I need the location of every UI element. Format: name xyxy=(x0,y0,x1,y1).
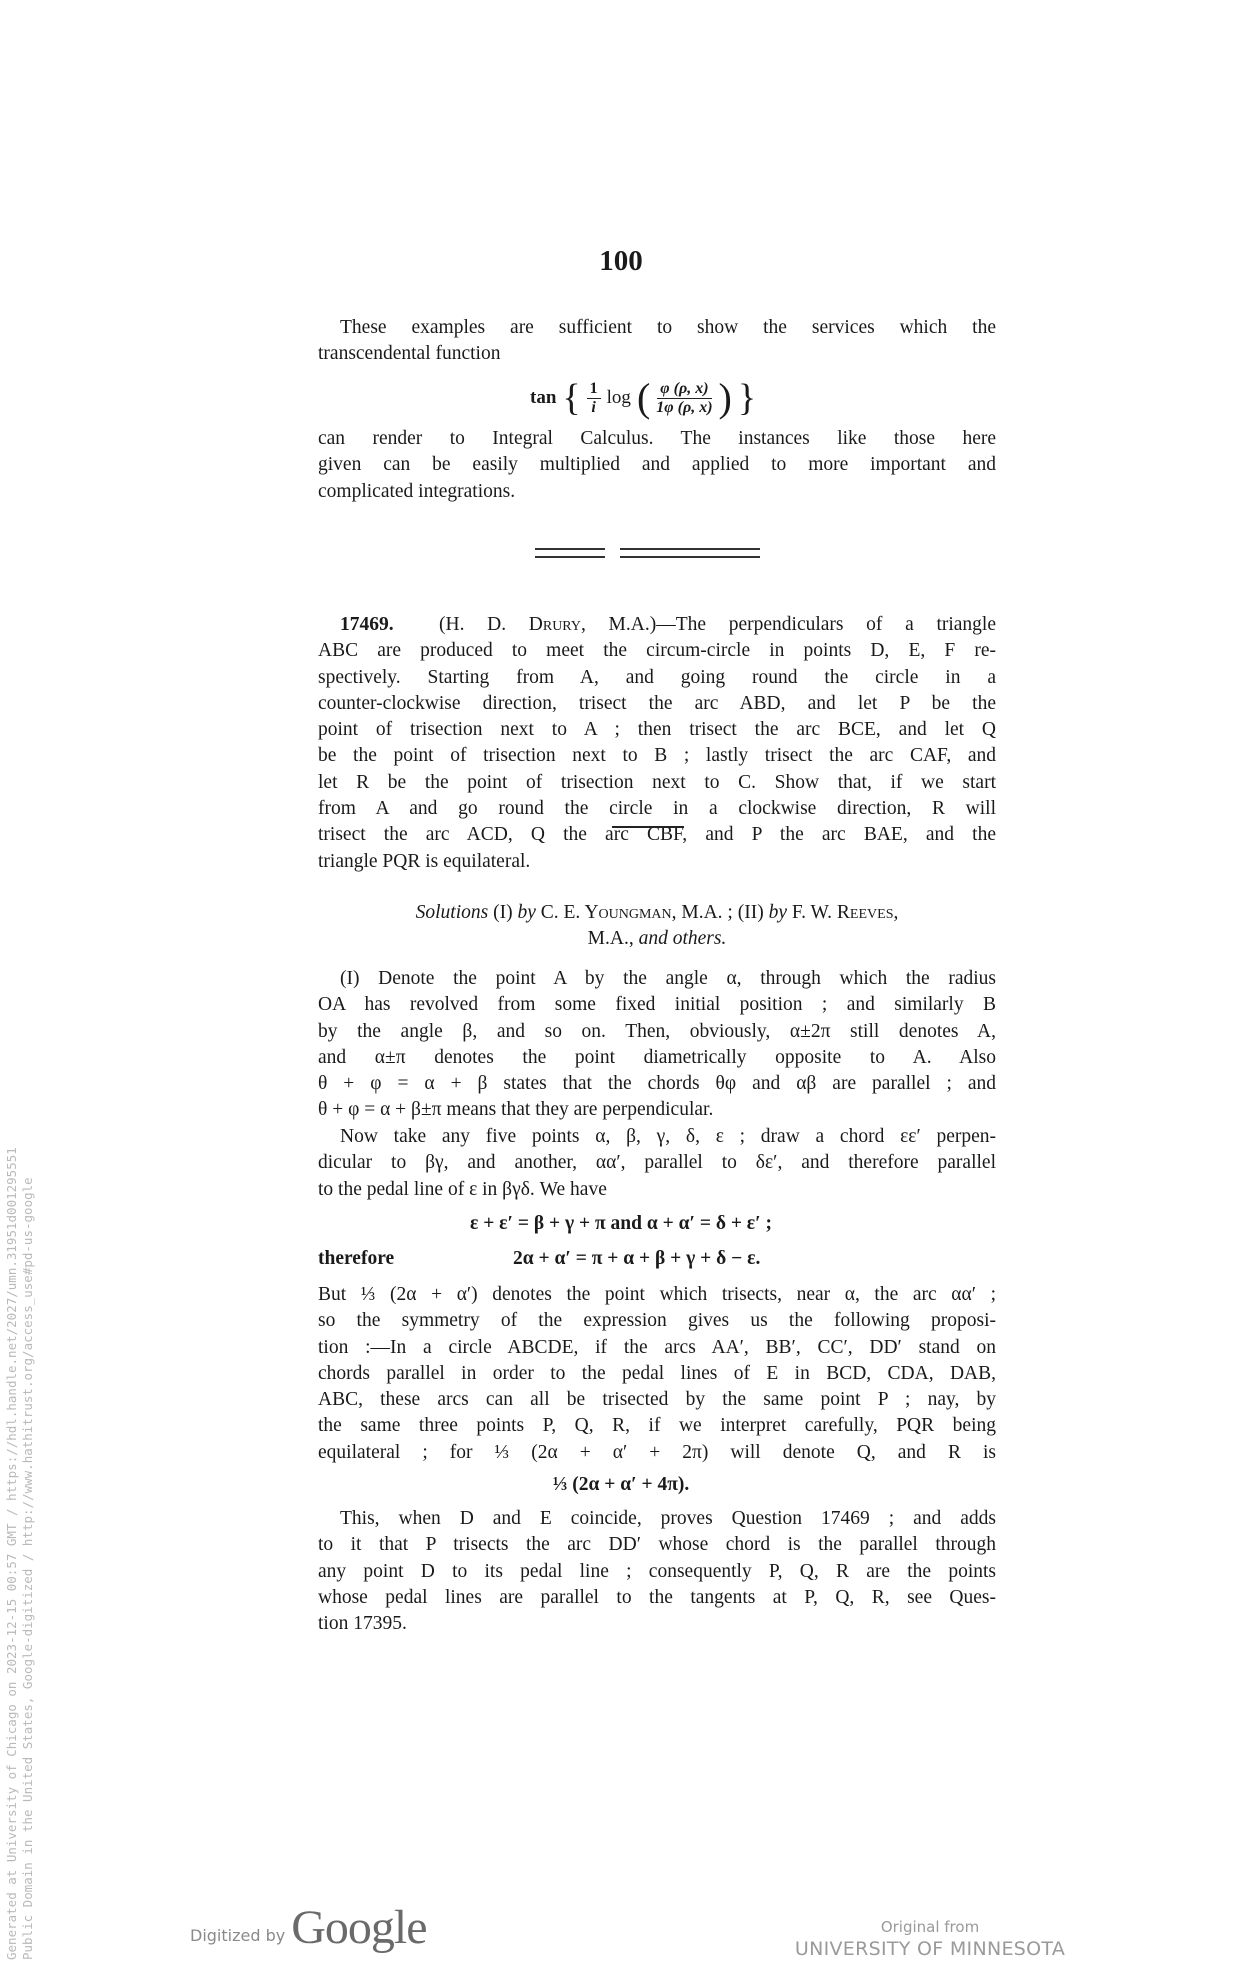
solutions-label: Solutions xyxy=(415,902,489,923)
text-line: complicated integrations. xyxy=(318,480,516,502)
text-line: to the pedal line of ε in βγδ. We have xyxy=(318,1178,607,1200)
text-line: tion :—In a circle ABCDE, if the arcs AA′, BB′, CC′, DD′ stand on xyxy=(318,1336,996,1358)
solutions-heading xyxy=(318,900,996,952)
equation-3: ⅓ (2α + α′ + 4π). xyxy=(552,1474,690,1495)
text-line: ABC, these arcs can all be trisected by the same point P ; nay, by xyxy=(318,1389,996,1411)
page-number: 100 xyxy=(599,245,643,277)
text-line: dicular to βγ, and another, αα′, parallel to δε′, and therefore parallel xyxy=(318,1152,996,1174)
author-open: (H. D. xyxy=(439,614,529,635)
text-line: trisect the arc ACD, Q the arc CBF, and P the arc BAE, and the xyxy=(318,824,996,846)
text-line: (I) Denote the point A by the angle α, through which the radius xyxy=(340,968,996,989)
text-line: tion 17395. xyxy=(318,1613,407,1635)
solver-1-suffix: , M.A. ; (II) xyxy=(671,902,764,923)
text-line: given can be easily multiplied and applied to more important and xyxy=(318,454,996,476)
coef-numerator: 1 xyxy=(587,380,601,399)
by-word: by xyxy=(517,902,536,923)
digitized-by-google xyxy=(190,1900,427,1955)
ratio-denominator: 1φ (ρ, x) xyxy=(656,398,713,416)
question-end-rule xyxy=(612,826,684,828)
solutions-heading-line2 xyxy=(318,926,996,952)
ratio-numerator: φ (ρ, x) xyxy=(657,380,711,399)
solution-paragraph-1 xyxy=(318,966,996,1124)
section-divider-right xyxy=(620,548,760,558)
text-line: transcendental function xyxy=(318,343,501,365)
text-line: spectively. Starting from A, and going round the circle in a xyxy=(318,666,996,688)
author-name: Drury xyxy=(528,614,581,635)
text-line: This, when D and E coincide, proves Question 17469 ; and adds xyxy=(340,1508,996,1529)
text-line: let R be the point of trisection next to C. Show that, if we start xyxy=(318,771,996,793)
equation-2: 2α + α′ = π + α + β + γ + δ − ε. xyxy=(513,1248,761,1269)
text-line: chords parallel in order to the pedal lines of E in BCD, CDA, DAB, xyxy=(318,1362,996,1384)
solver-1: C. E. Youngman xyxy=(540,902,672,923)
watermark-line-2: Public Domain in the United States, Google-digitized / http://www.hathitrust.org/access_use#pd-us-google xyxy=(20,1177,35,1960)
section-divider-left xyxy=(535,548,605,558)
formula-tan: tan xyxy=(530,387,557,408)
text-line: counter-clockwise direction, trisect the arc ABD, and let P be the xyxy=(318,692,996,714)
part-one: (I) xyxy=(493,902,513,923)
text-line: and α±π denotes the point diametrically opposite to A. Also xyxy=(318,1046,996,1068)
by-word: by xyxy=(768,902,787,923)
text-line: any point D to its pedal line ; consequently P, Q, R are the points xyxy=(318,1560,996,1582)
text-line: by the angle β, and so on. Then, obviously, α±2π still denotes A, xyxy=(318,1020,996,1042)
text-line: the same three points P, Q, R, if we interpret carefully, PQR being xyxy=(318,1415,996,1437)
solver-2-suffix: , xyxy=(893,902,899,923)
google-logo: Google xyxy=(291,1901,427,1954)
watermark-line-1: Generated at University of Chicago on 2023-12-15 00:57 GMT / https://hdl.handle.net/2027/umn.31951d001295551 xyxy=(4,1147,19,1960)
question-number: 17469. xyxy=(340,614,394,635)
text-line: Now take any five points α, β, γ, δ, ε ; draw a chord εε′ perpen- xyxy=(340,1126,996,1147)
question-17469 xyxy=(318,612,996,875)
intro-paragraph xyxy=(318,315,996,368)
solutions-heading-line1 xyxy=(318,900,996,926)
formula-open-brace: { xyxy=(562,377,581,419)
original-from xyxy=(780,1918,1080,1960)
and-others: and others. xyxy=(638,928,727,949)
university-name: UNIVERSITY OF MINNESOTA xyxy=(794,1938,1066,1960)
question-first-line xyxy=(318,612,996,638)
solution-paragraph-3 xyxy=(318,1282,996,1466)
solution-paragraph-2 xyxy=(318,1124,996,1203)
text-line: to it that P trisects the arc DD′ whose chord is the parallel through xyxy=(318,1534,996,1556)
coef-denominator: i xyxy=(591,398,596,416)
text-line: point of trisection next to A ; then trisect the arc BCE, and let Q xyxy=(318,719,996,741)
text-line: triangle PQR is equilateral. xyxy=(318,850,531,872)
text-line: from A and go round the circle in a clockwise direction, R will xyxy=(318,798,996,820)
therefore-label: therefore xyxy=(318,1248,395,1269)
text-line: These examples are sufficient to show the services which the xyxy=(340,317,996,338)
formula-close-brace: } xyxy=(737,377,757,419)
formula-open-paren: ( xyxy=(636,375,651,420)
text-line: whose pedal lines are parallel to the tangents at P, Q, R, see Ques- xyxy=(318,1586,996,1608)
text-line: OA has revolved from some fixed initial position ; and similarly B xyxy=(318,994,996,1016)
text-line: θ + φ = α + β states that the chords θφ and αβ are parallel ; and xyxy=(318,1073,996,1095)
formula-coefficient xyxy=(587,380,601,417)
therefore-row xyxy=(318,1248,996,1270)
formula-log: log xyxy=(606,387,631,408)
author-close: , M.A.)—The perpendiculars of a triangle xyxy=(581,614,997,635)
text-line: so the symmetry of the expression gives us the following proposi- xyxy=(318,1310,996,1332)
text-line: be the point of trisection next to B ; lastly trisect the arc CAF, and xyxy=(318,745,996,767)
formula-close-paren: ) xyxy=(718,375,732,420)
digitized-by-label: Digitized by xyxy=(190,1926,286,1945)
original-from-label: Original from xyxy=(880,1918,980,1936)
equation-1: ε + ε′ = β + γ + π and α + α′ = δ + ε′ ; xyxy=(469,1213,772,1234)
solver-2: F. W. Reeves xyxy=(791,902,894,923)
intro-after-paragraph xyxy=(318,426,996,505)
text-line: can render to Integral Calculus. The instances like those here xyxy=(318,428,996,449)
solution-paragraph-4 xyxy=(318,1506,996,1637)
text-line: ABC are produced to meet the circum-circle in points D, E, F re- xyxy=(318,640,996,662)
solver-2-degree: M.A., xyxy=(587,928,634,949)
text-line: equilateral ; for ⅓ (2α + α′ + 2π) will denote Q, and R is xyxy=(318,1441,996,1463)
formula-ratio xyxy=(656,380,712,417)
text-line: θ + φ = α + β±π means that they are perpendicular. xyxy=(318,1099,714,1121)
text-line: But ⅓ (2α + α′) denotes the point which trisects, near α, the arc αα′ ; xyxy=(318,1284,996,1305)
tan-log-formula xyxy=(530,375,757,420)
